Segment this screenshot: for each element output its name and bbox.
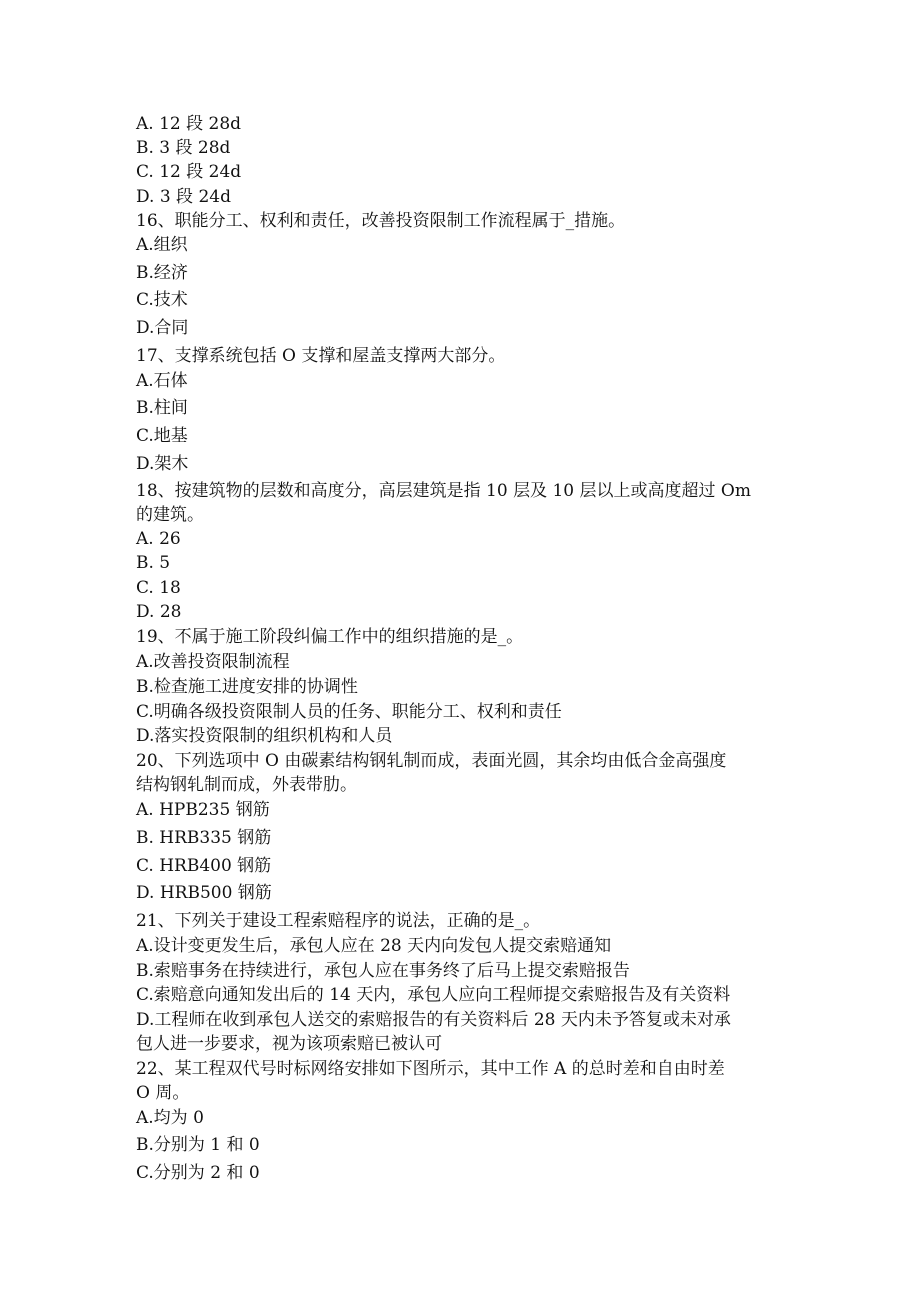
q22-question-line1: 22、某工程双代号时标网络安排如下图所示，其中工作 A 的总时差和自由时差: [136, 1059, 725, 1079]
q19-option-c: C.明确各级投资限制人员的任务、职能分工、权利和责任: [136, 702, 562, 722]
q17-option-d: D.架木: [136, 454, 189, 474]
q21-option-b: B.索赔事务在持续进行，承包人应在事务终了后马上提交索赔报告: [136, 961, 630, 981]
q17-option-b: B.柱间: [136, 398, 188, 418]
q15-option-a: A. 12 段 28d: [136, 114, 242, 134]
q17-option-c: C.地基: [136, 426, 188, 446]
q21-option-a: A.设计变更发生后，承包人应在 28 天内向发包人提交索赔通知: [136, 936, 612, 956]
q16-question: 16、职能分工、权利和责任，改善投资限制工作流程属于_措施。: [136, 211, 626, 231]
q15-option-b: B. 3 段 28d: [136, 138, 231, 158]
q21-option-d-line1: D.工程师在收到承包人送交的索赔报告的有关资料后 28 天内未予答复或未对承: [136, 1010, 731, 1030]
q18-question-line1: 18、按建筑物的层数和高度分，高层建筑是指 10 层及 10 层以上或高度超过 Om: [136, 481, 751, 501]
q17-question: 17、支撑系统包括 O 支撑和屋盖支撑两大部分。: [136, 346, 506, 366]
q19-option-b: B.检查施工进度安排的协调性: [136, 677, 358, 697]
q20-option-b: B. HRB335 钢筋: [136, 828, 272, 848]
q19-question: 19、不属于施工阶段纠偏工作中的组织措施的是_。: [136, 627, 524, 647]
q19-option-d: D.落实投资限制的组织机构和人员: [136, 726, 393, 746]
q17-option-a: A.石体: [136, 371, 188, 391]
q18-option-b: B. 5: [136, 553, 171, 573]
q21-option-c: C.索赔意向通知发出后的 14 天内，承包人应向工程师提交索赔报告及有关资料: [136, 985, 731, 1005]
q16-option-d: D.合同: [136, 318, 189, 338]
q22-option-a: A.均为 0: [136, 1108, 204, 1128]
q16-option-b: B.经济: [136, 263, 188, 283]
q22-option-b: B.分别为 1 和 0: [136, 1135, 260, 1155]
q18-question-line2: 的建筑。: [136, 505, 204, 525]
q21-option-d-line2: 包人进一步要求，视为该项索赔已被认可: [136, 1034, 442, 1054]
q18-option-a: A. 26: [136, 529, 181, 549]
q20-question-line2: 结构钢轧制而成，外表带肋。: [136, 775, 357, 795]
q20-option-d: D. HRB500 钢筋: [136, 883, 272, 903]
q15-option-c: C. 12 段 24d: [136, 162, 242, 182]
q20-option-c: C. HRB400 钢筋: [136, 856, 272, 876]
q18-option-c: C. 18: [136, 578, 181, 598]
q16-option-c: C.技术: [136, 290, 188, 310]
q16-option-a: A.组织: [136, 235, 188, 255]
q20-question-line1: 20、下列选项中 O 由碳素结构钢轧制而成，表面光圆，其余均由低合金高强度: [136, 751, 727, 771]
q19-option-a: A.改善投资限制流程: [136, 652, 290, 672]
q22-question-line2: O 周。: [136, 1083, 190, 1103]
q15-option-d: D. 3 段 24d: [136, 187, 231, 207]
q20-option-a: A. HPB235 钢筋: [136, 800, 270, 820]
q21-question: 21、下列关于建设工程索赔程序的说法，正确的是_。: [136, 911, 541, 931]
q22-option-c: C.分别为 2 和 0: [136, 1163, 260, 1183]
q18-option-d: D. 28: [136, 602, 182, 622]
